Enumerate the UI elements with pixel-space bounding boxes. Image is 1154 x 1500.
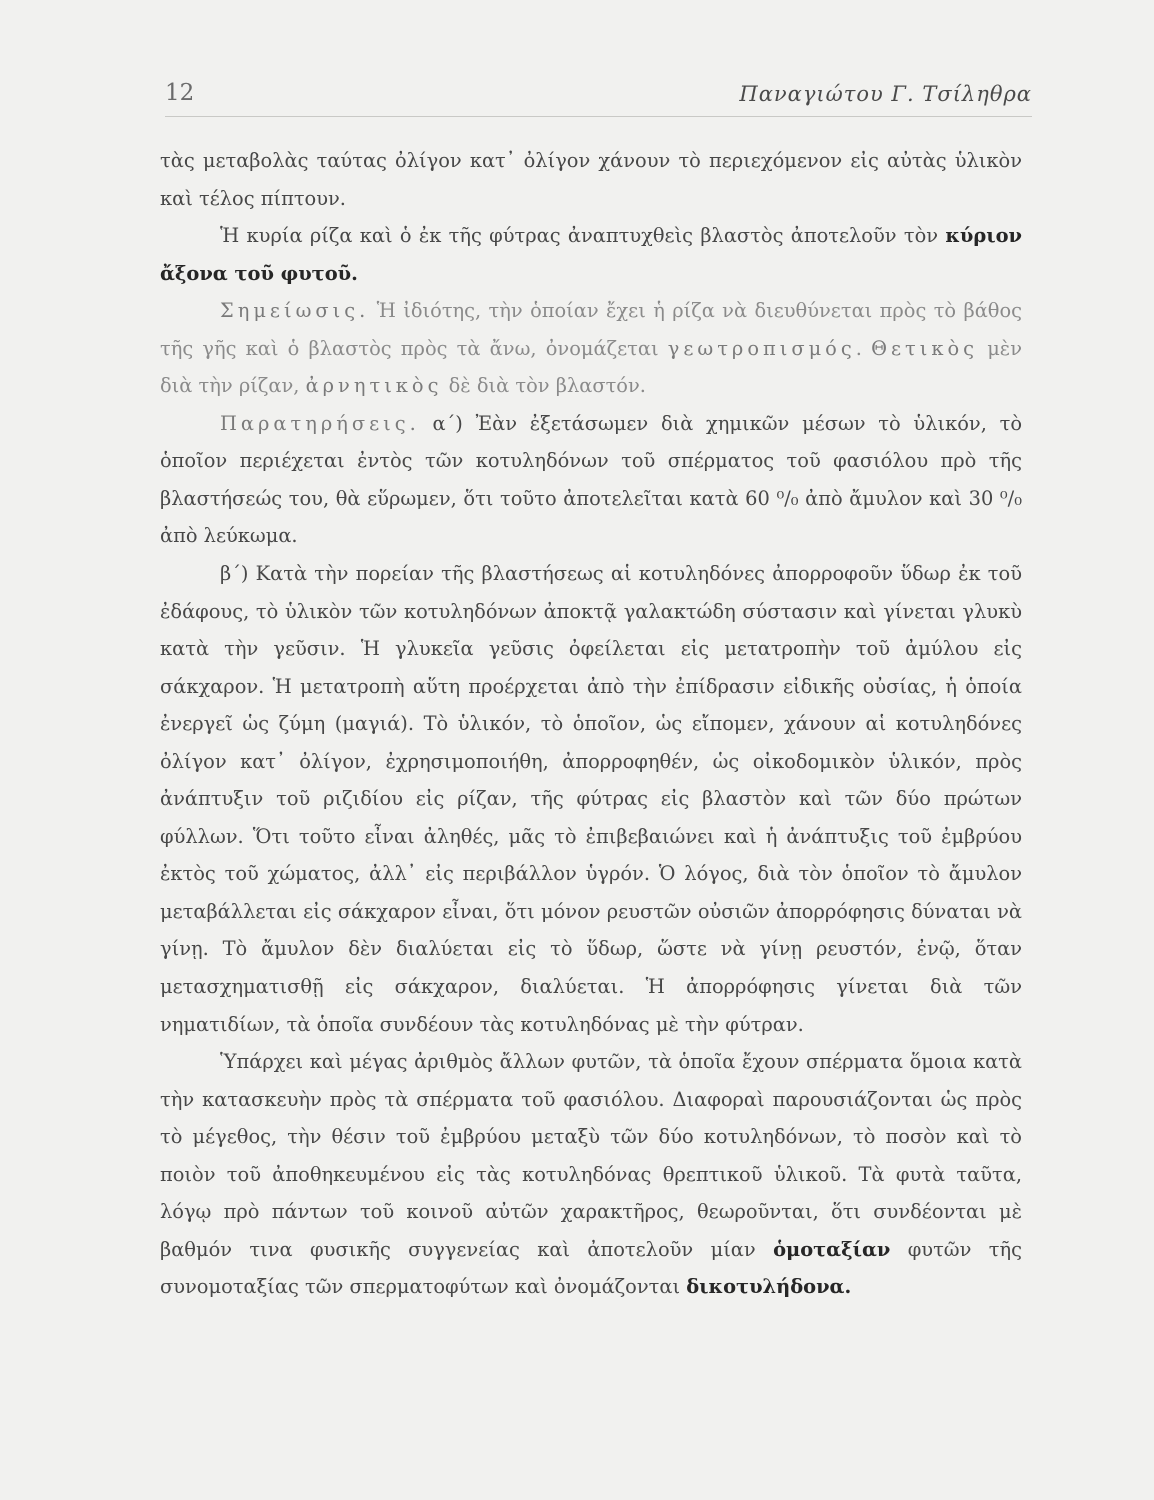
note-text-a: Ἡ ἰδιότης, τὴν ὁποίαν ἔχει ἡ ρίζα νὰ διευθύνεται πρὸς τὸ βάθος τῆς γῆς καὶ ὁ βλαστὸς πρὸς τὰ ἄνω, ὀνομάζεται (160, 299, 1022, 360)
note-label: Σημείωσις. (220, 299, 370, 323)
note-text-d: δὲ διὰ τὸν βλαστόν. (442, 374, 646, 398)
paragraph-6-text-2: φυτῶν τῆς συνομοταξίας τῶν σπερματοφύτων καὶ ὀνομάζονται (160, 1237, 1022, 1299)
page-header (165, 80, 1032, 117)
paragraph-6-bold-term-1: ὁμοταξίαν (773, 1237, 891, 1261)
body-text (160, 142, 1022, 1306)
paragraph-2 (160, 217, 1022, 292)
paragraph-5-text: β΄) Κατὰ τὴν πορείαν τῆς βλαστήσεως αἱ κοτυληδόνες ἀπορροφοῦν ὕδωρ ἐκ τοῦ ἐδάφους, τὸ ὑλικὸν τῶν κοτυληδόνων ἀποκτᾷ γαλακτώδη σύστασιν καὶ γίνεται γλυκὺ κατὰ τὴν γεῦσιν. Ἡ γλυκεῖα γεῦσις ὀφείλεται εἰς μετατροπὴν τοῦ ἀμύλου εἰς σάκχαρον. Ἡ μετατροπὴ αὕτη προέρχεται ἀπὸ τὴν ἐπίδρασιν εἰδικῆς οὐσίας, ἡ ὁποία ἐνεργεῖ ὡς ζύμη (μαγιά). Τὸ ὑλικόν, τὸ ὁποῖον, ὡς εἴπομεν, χάνουν αἱ κοτυληδόνες ὀλίγον κατ᾽ ὀλίγον, ἐχρησιμοποιήθη, ἀπορροφηθέν, ὡς οἰκοδομικὸν ὑλικόν, πρὸς ἀνάπτυξιν τοῦ ριζιδίου εἰς ρίζαν, τῆς φύτρας εἰς βλαστὸν καὶ τῶν δύο πρώτων φύλλων. Ὅτι τοῦτο εἶναι ἀληθές, μᾶς τὸ ἐπιβεβαιώνει καὶ ἡ ἀνάπτυξις τοῦ ἐμβρύου ἐκτὸς τοῦ χώματος, ἀλλ᾽ εἰς περιβάλλον ὑγρόν. Ὁ λόγος, διὰ τὸν ὁποῖον τὸ ἄμυλον μεταβάλλεται εἰς σάκχαρον εἶναι, ὅτι μόνον ρευστῶν οὐσιῶν ἀπορρόφησις δύναται νὰ γίνῃ. Τὸ ἄμυλον δὲν διαλύεται εἰς τὸ ὕδωρ, ὥστε νὰ γίνῃ ρευστόν, ἐνῷ, ὅταν μετασχηματισθῇ εἰς σάκχαρον, διαλύεται. Ἡ ἀπορρόφησις γίνεται διὰ τῶν νηματιδίων, τὰ ὁποῖα συνδέουν τὰς κοτυληδόνας μὲ τὴν φύτραν. (160, 562, 1022, 1036)
observations-text: α΄) Ἐὰν ἐξετάσωμεν διὰ χημικῶν μέσων τὸ ὑλικόν, τὸ ὁποῖον περιέχεται ἐντὸς τῶν κοτυληδόνων τοῦ σπέρματος τοῦ φασιόλου πρὸ τῆς βλαστήσεώς του, θὰ εὕρωμεν, ὅτι τοῦτο ἀποτελεῖται κατὰ 60 ⁰/₀ ἀπὸ ἄμυλον καὶ 30 ⁰/₀ ἀπὸ λεύκωμα. (160, 411, 1022, 548)
paragraph-observations (160, 405, 1022, 555)
note-text-c: μὲν διὰ τὴν ρίζαν, (160, 336, 1023, 398)
paragraph-6 (160, 1043, 1022, 1306)
paragraph-6-text: Ὑπάρχει καὶ μέγας ἀριθμὸς ἄλλων φυτῶν, τὰ ὁποῖα ἔχουν σπέρματα ὅμοια κατὰ τὴν κατασκευὴν πρὸς τὰ σπέρματα τοῦ φασιόλου. Διαφοραὶ παρουσιάζονται ὡς πρὸς τὸ μέγεθος, τὴν θέσιν τοῦ ἐμβρύου μεταξὺ τῶν δύο κοτυληδόνων, τὸ ποσὸν καὶ τὸ ποιὸν τοῦ ἀποθηκευμένου εἰς τὰς κοτυληδόνας θρεπτικοῦ ὑλικοῦ. Τὰ φυτὰ ταῦτα, λόγῳ πρὸ πάντων τοῦ κοινοῦ αὐτῶν χαρακτῆρος, θεωροῦνται, ὅτι συνδέονται μὲ βαθμόν τινα φυσικῆς συγγενείας καὶ ἀποτελοῦν μίαν (160, 1050, 1022, 1261)
note-term-geotropism: γεωτροπισμός (667, 336, 856, 360)
paragraph-note (160, 292, 1022, 405)
paragraph-1-text: τὰς μεταβολὰς ταύτας ὀλίγον κατ᾽ ὀλίγον χάνουν τὸ περιεχόμενον εἰς αὐτὰς ὑλικὸν καὶ τέλος πίπτουν. (160, 149, 1022, 210)
paragraph-5 (160, 555, 1022, 1043)
note-text-b: . (855, 336, 872, 360)
note-term-negative: ἀρνητικὸς (305, 374, 443, 398)
paragraph-6-bold-term-2: δικοτυλήδονα. (686, 1275, 852, 1299)
paragraph-1 (160, 142, 1022, 217)
paragraph-2-text: Ἡ κυρία ρίζα καὶ ὁ ἐκ τῆς φύτρας ἀναπτυχθεὶς βλαστὸς ἀποτελοῦν τὸν (220, 224, 946, 248)
page-number: 12 (165, 80, 195, 106)
running-head: Παναγιώτου Γ. Τσίληθρα (739, 82, 1032, 106)
observations-label: Παρατηρήσεις. (220, 411, 420, 435)
paragraph-2-bold-term: κύριον ἄξονα τοῦ φυτοῦ. (160, 224, 1022, 285)
note-term-positive: Θετικὸς (871, 336, 979, 360)
